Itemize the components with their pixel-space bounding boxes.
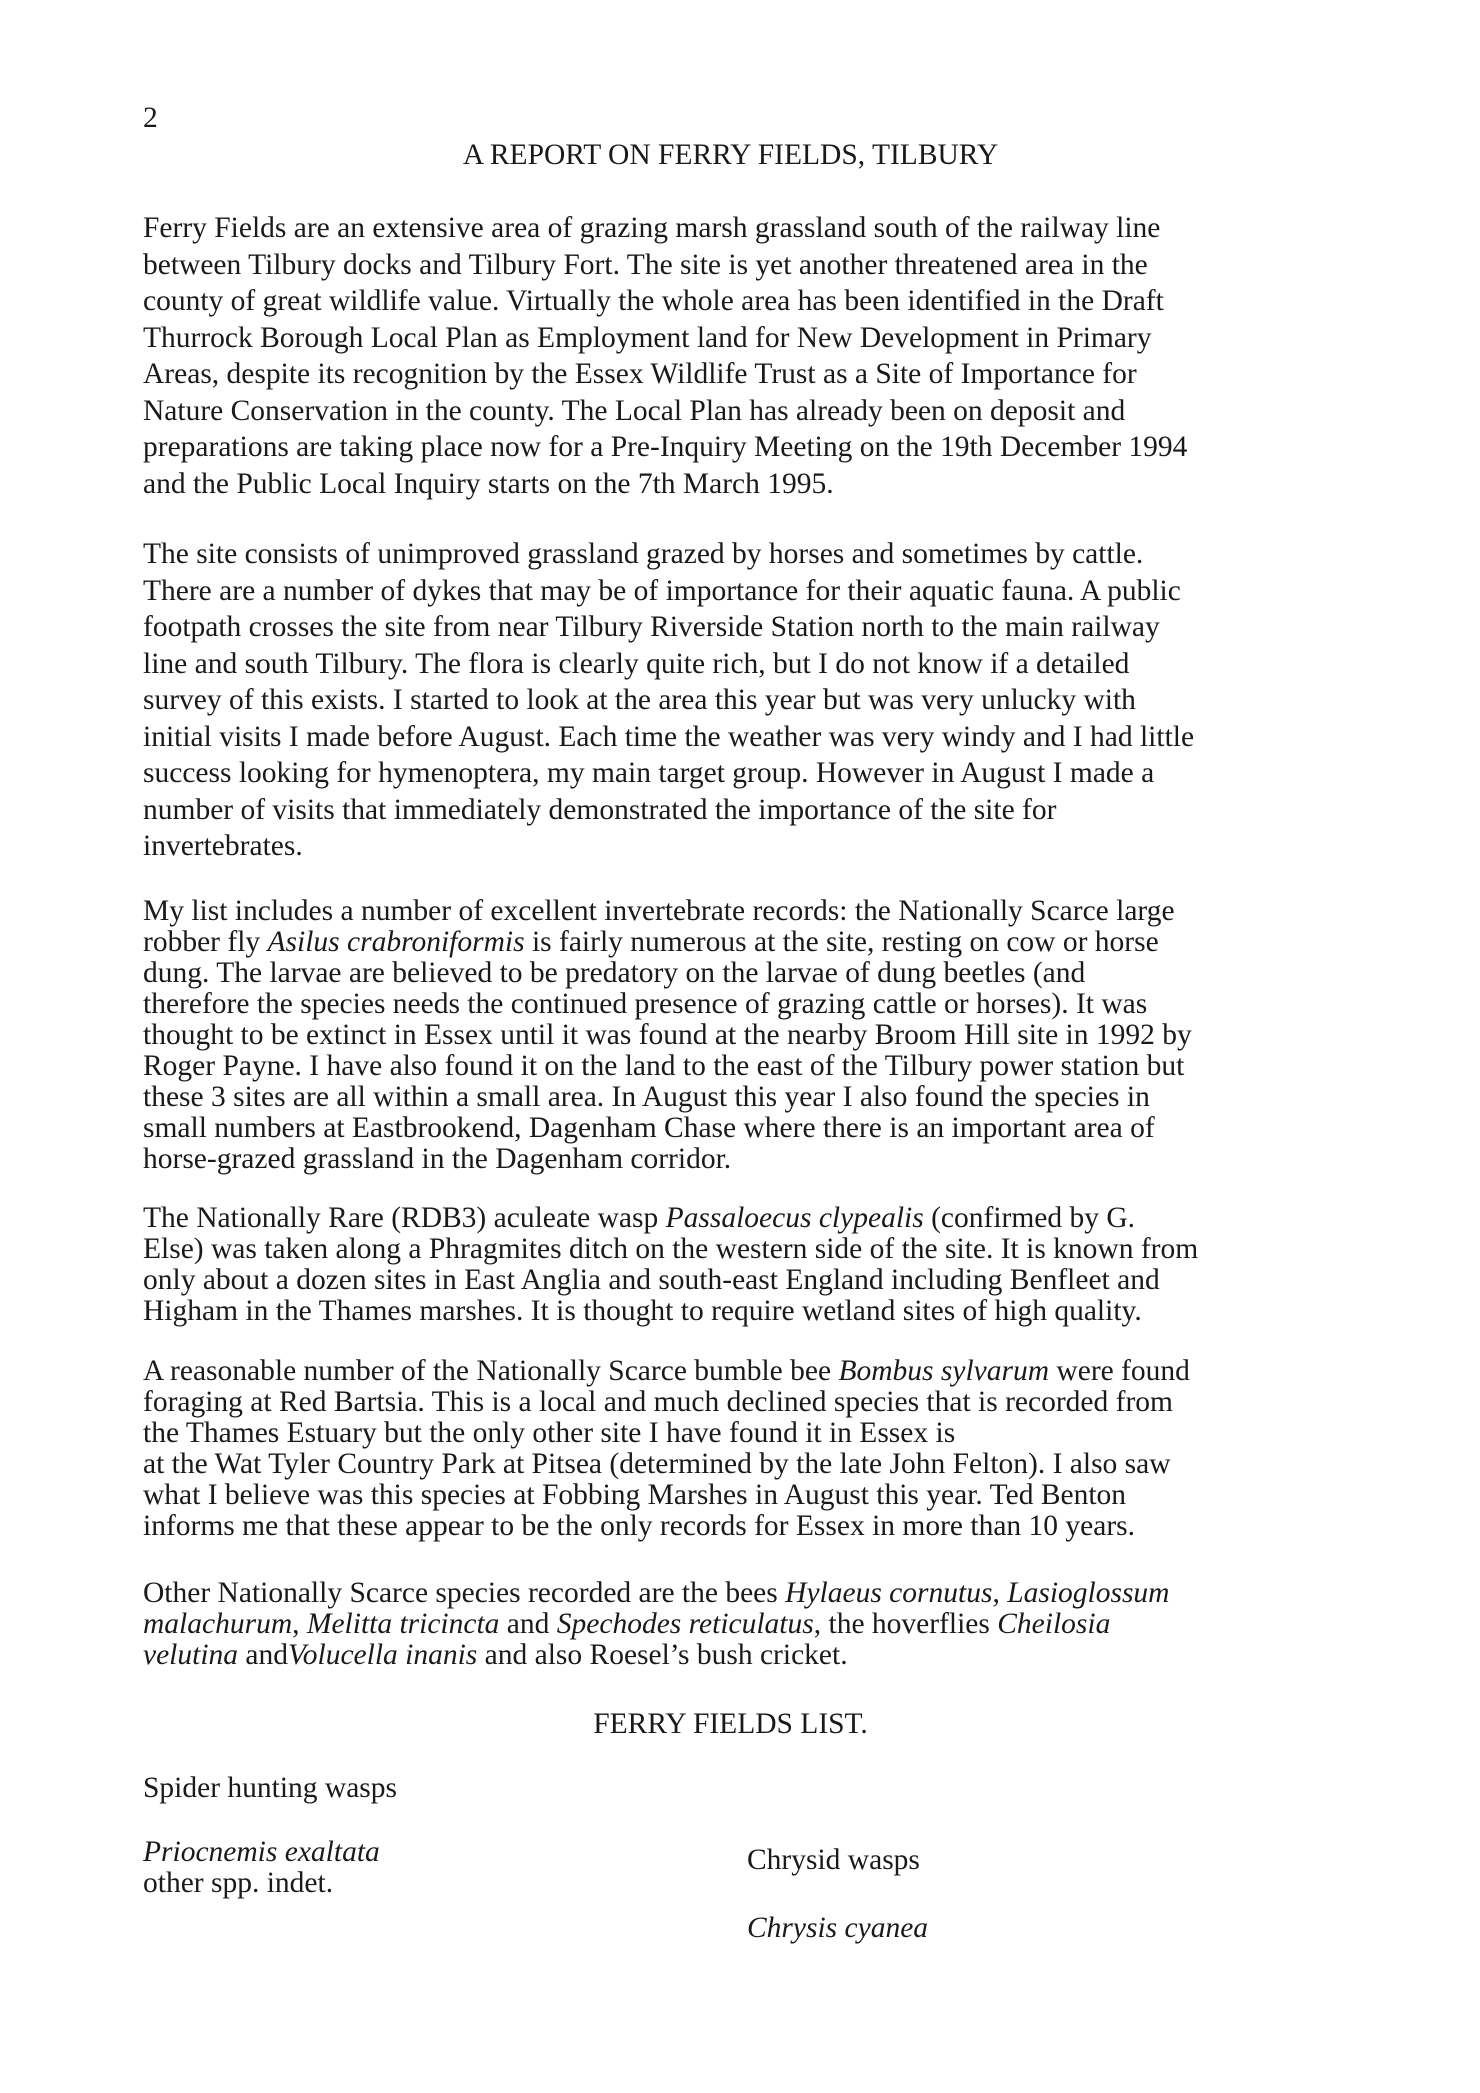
text-line: what I believe was this species at Fobbing Marshes in August this year. Ted Benton	[143, 1479, 1127, 1511]
text-line: at the Wat Tyler Country Park at Pitsea (determined by the late John Felton). I also saw	[143, 1448, 1171, 1480]
species-name: Bombus sylvarum	[838, 1355, 1050, 1387]
list-title: FERRY FIELDS LIST.	[593, 1708, 868, 1740]
text-line: dung. The larvae are believed to be predatory on the larvae of dung beetles (and	[143, 957, 1086, 989]
text-line: line and south Tilbury. The flora is clearly quite rich, but I do not know if a detailed	[143, 647, 1130, 680]
text-line: these 3 sites are all within a small area. In August this year I also found the species in	[143, 1081, 1150, 1113]
text-line: the Thames Estuary but the only other site I have found it in Essex is	[143, 1417, 956, 1449]
paragraph-site-description	[143, 536, 1343, 865]
text-run: ,	[992, 1577, 1008, 1609]
text-line: number of visits that immediately demonstrated the importance of the site for	[143, 793, 1057, 826]
paragraph-bombus	[143, 1356, 1343, 1542]
text-line: Thurrock Borough Local Plan as Employment land for New Development in Primary	[143, 321, 1152, 354]
list-heading: Chrysid wasps	[747, 1844, 920, 1876]
species-name: Spechodes reticulatus	[556, 1608, 814, 1640]
paragraph-introduction	[143, 210, 1343, 502]
text-line: success looking for hymenoptera, my main target group. However in August I made a	[143, 757, 1155, 789]
text-run: is fairly numerous at the site, resting on cow or horse	[524, 926, 1159, 958]
text-line: Roger Payne. I have also found it on the land to the east of the Tilbury power station but	[143, 1050, 1185, 1082]
text-line: thought to be extinct in Essex until it was found at the nearby Broom Hill site in 1992 by	[143, 1019, 1192, 1051]
species-name: Chrysis cyanea	[747, 1912, 929, 1944]
list-group-spider-hunting-wasps-species	[143, 1837, 380, 1899]
text-line	[143, 1640, 1343, 1671]
report-title: A REPORT ON FERRY FIELDS, TILBURY	[462, 139, 999, 171]
text-line: preparations are taking place now for a Pre-Inquiry Meeting on the 19th December 1994	[143, 431, 1188, 463]
text-run: and	[238, 1639, 288, 1671]
text-line: Else) was taken along a Phragmites ditch on the western side of the site. It is known from	[143, 1233, 1199, 1265]
text-line: therefore the species needs the continued presence of grazing cattle or horses). It was	[143, 988, 1148, 1020]
text-line	[143, 1609, 1343, 1640]
text-run: (confirmed by G.	[923, 1202, 1136, 1234]
text-run: Other Nationally Scarce species recorded are the bees	[143, 1577, 786, 1609]
page-number: 2	[143, 102, 158, 134]
text-run: and	[499, 1608, 557, 1640]
text-line: informs me that these appear to be the only records for Essex in more than 10 years.	[143, 1510, 1136, 1542]
text-line	[143, 927, 1343, 958]
text-line: between Tilbury docks and Tilbury Fort. The site is yet another threatened area in the	[143, 248, 1148, 281]
species-name: Melitta tricincta	[306, 1608, 500, 1640]
list-group-chrysid-wasps-species	[747, 1910, 928, 1947]
text-line: Ferry Fields are an extensive area of grazing marsh grassland south of the railway line	[143, 212, 1161, 244]
text-run: , the hoverflies	[813, 1608, 998, 1640]
text-line: survey of this exists. I started to look at the area this year but was very unlucky with	[143, 684, 1136, 716]
text-line: There are a number of dykes that may be of importance for their aquatic fauna. A public	[143, 574, 1181, 607]
text-line: My list includes a number of excellent invertebrate records: the Nationally Scarce large	[143, 895, 1175, 927]
list-item: other spp. indet.	[143, 1867, 334, 1899]
text-line: initial visits I made before August. Each time the weather was very windy and I had little	[143, 720, 1195, 753]
paragraph-passaloecus	[143, 1203, 1343, 1327]
text-line: footpath crosses the site from near Tilbury Riverside Station north to the main railway	[143, 611, 1160, 643]
text-run: A reasonable number of the Nationally Scarce bumble bee	[143, 1355, 839, 1387]
species-name: Asilus crabroniformis	[267, 926, 525, 958]
paragraph-robber-fly	[143, 896, 1343, 1175]
text-line	[143, 1203, 1343, 1234]
species-name: Cheilosia	[997, 1608, 1111, 1640]
species-name: Hylaeus cornutus	[785, 1577, 993, 1609]
text-line: Areas, despite its recognition by the Essex Wildlife Trust as a Site of Importance for	[143, 358, 1137, 390]
list-heading: Spider hunting wasps	[143, 1772, 398, 1804]
text-line	[143, 1356, 1343, 1387]
text-line: The site consists of unimproved grassland grazed by horses and sometimes by cattle.	[143, 538, 1144, 570]
text-run: ,	[292, 1608, 307, 1640]
text-line: Nature Conservation in the county. The Local Plan has already been on deposit and	[143, 394, 1126, 427]
paragraph-other-species	[143, 1578, 1343, 1671]
text-run: were found	[1049, 1355, 1190, 1387]
list-group-spider-hunting-wasps	[143, 1770, 397, 1807]
text-line: small numbers at Eastbrookend, Dagenham Chase where there is an important area of	[143, 1112, 1155, 1144]
text-line: county of great wildlife value. Virtually the whole area has been identified in the Draft	[143, 285, 1164, 317]
species-name: malachurum	[143, 1608, 293, 1640]
list-group-chrysid-wasps	[747, 1842, 920, 1879]
list-item	[143, 1837, 380, 1868]
text-line: and the Public Local Inquiry starts on the 7th March 1995.	[143, 467, 834, 500]
text-line: horse-grazed grassland in the Dagenham corridor.	[143, 1143, 732, 1175]
text-line: only about a dozen sites in East Anglia and south-east England including Benfleet and	[143, 1264, 1160, 1296]
text-line: Higham in the Thames marshes. It is thought to require wetland sites of high quality.	[143, 1295, 1142, 1327]
list-item	[747, 1910, 928, 1947]
text-run: robber fly	[143, 926, 268, 958]
text-run: and also Roesel’s bush cricket.	[477, 1639, 848, 1671]
text-line: foraging at Red Bartsia. This is a local and much declined species that is recorded from	[143, 1386, 1173, 1418]
species-name: Passaloecus clypealis	[665, 1202, 924, 1234]
text-line: invertebrates.	[143, 830, 303, 862]
text-run: The Nationally Rare (RDB3) aculeate wasp	[143, 1202, 666, 1234]
species-name: Priocnemis exaltata	[143, 1836, 380, 1868]
species-name: Volucella inanis	[288, 1639, 478, 1671]
species-name: velutina	[143, 1639, 239, 1671]
species-name: Lasioglossum	[1007, 1577, 1170, 1609]
text-line	[143, 1578, 1343, 1609]
